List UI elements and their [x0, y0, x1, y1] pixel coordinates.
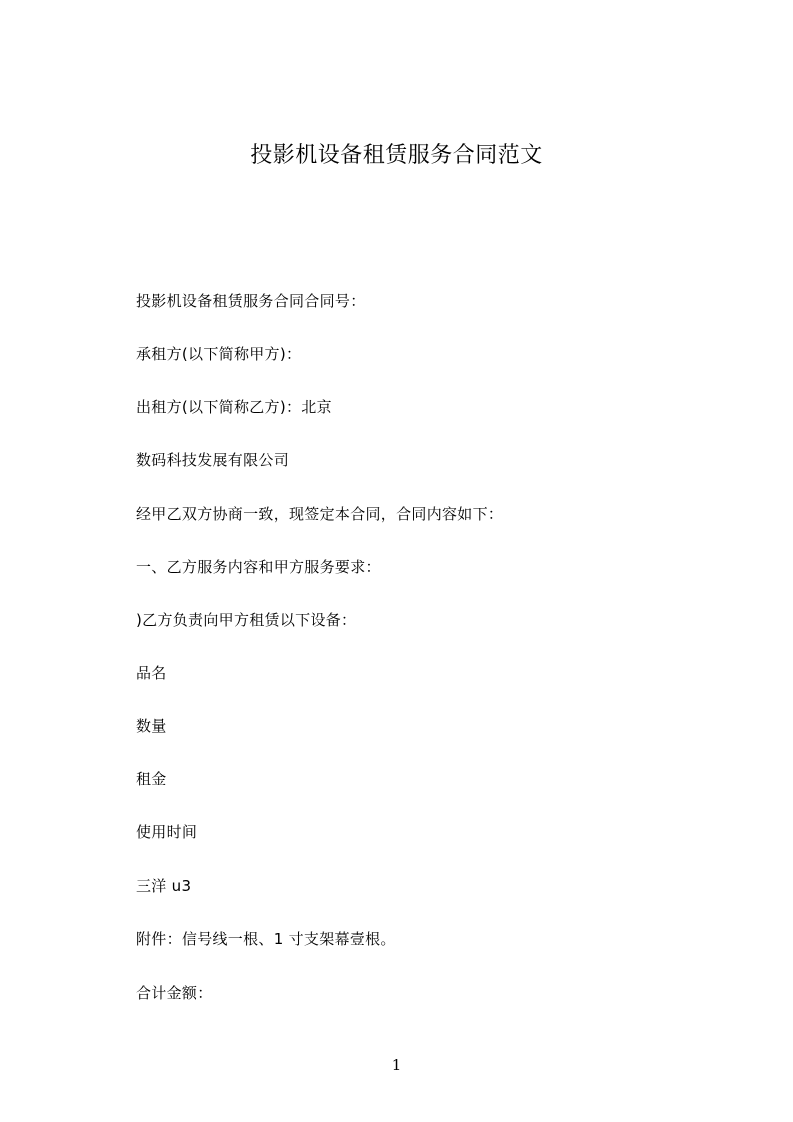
total-amount-line: 合计金额：: [136, 984, 213, 1002]
document-title: 投影机设备租赁服务合同范文: [250, 143, 543, 168]
equipment-intro-line: )乙方负责向甲方租赁以下设备：: [136, 611, 357, 629]
contract-number-line: 投影机设备租赁服务合同合同号：: [136, 292, 366, 310]
accessories-line: 附件：信号线一根、1 寸支架幕壹根。: [136, 930, 396, 948]
lessee-line: 承租方(以下简称甲方)：: [136, 345, 302, 363]
section-one-heading: 一、乙方服务内容和甲方服务要求：: [136, 558, 381, 576]
lessor-company-line: 数码科技发展有限公司: [136, 451, 290, 469]
item-name-label: 品名: [136, 664, 167, 682]
usage-time-label: 使用时间: [136, 823, 198, 841]
agreement-intro-line: 经甲乙双方协商一致，现签定本合同，合同内容如下：: [136, 505, 504, 523]
rent-label: 租金: [136, 770, 167, 788]
lessor-line: 出租方(以下简称乙方)：北京: [136, 398, 332, 416]
quantity-label: 数量: [136, 717, 167, 735]
equipment-model-line: 三洋 u3: [136, 877, 192, 895]
page-number: 1: [391, 1056, 402, 1074]
